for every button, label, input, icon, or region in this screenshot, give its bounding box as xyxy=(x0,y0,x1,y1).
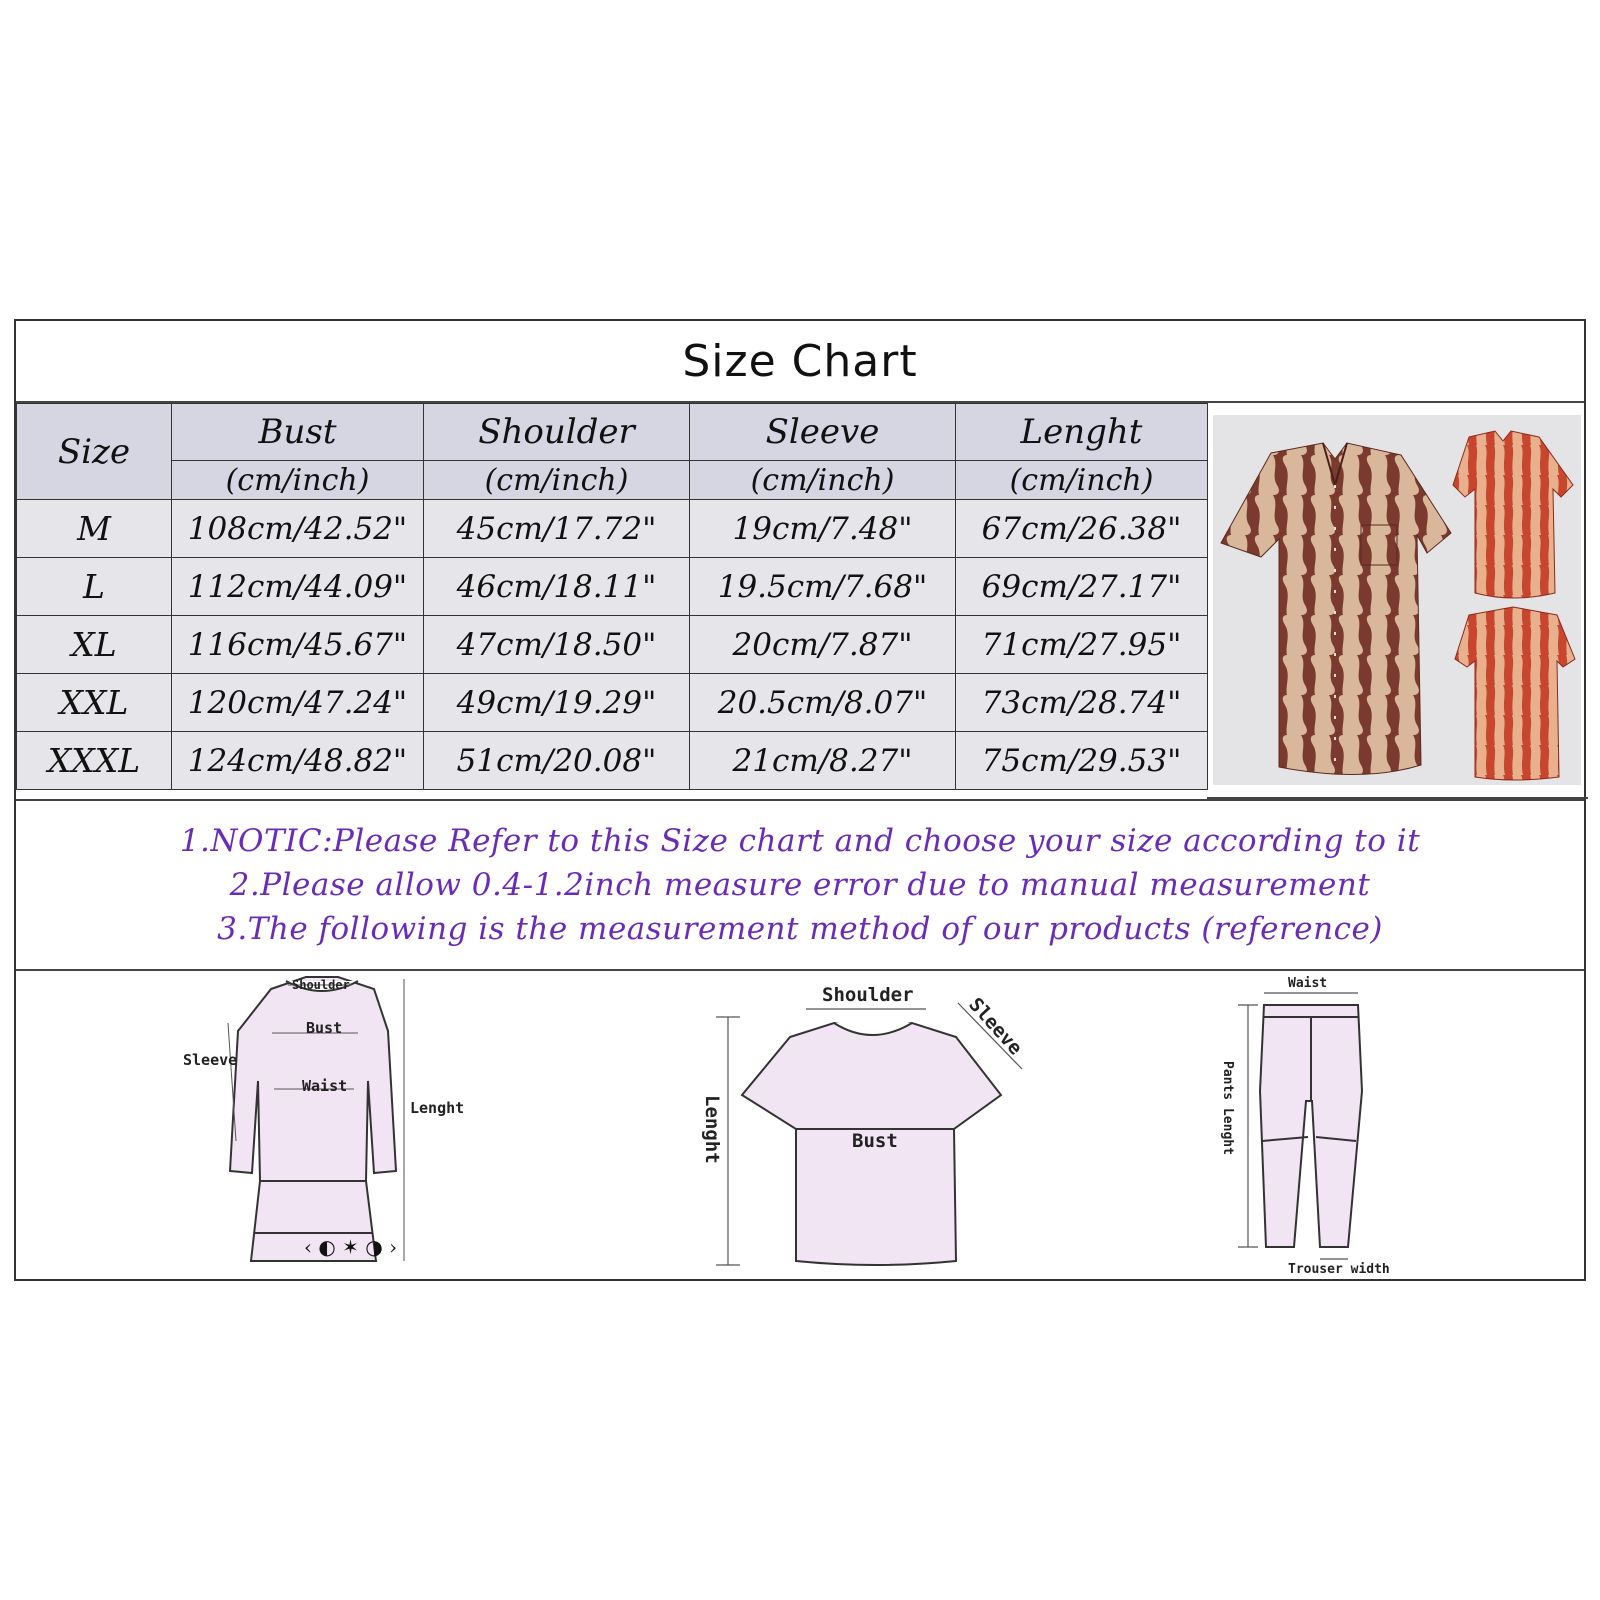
table-cell: 75cm/29.53" xyxy=(956,732,1208,790)
pants-length-label: Pants Lenght xyxy=(1220,1061,1235,1155)
measurement-diagrams xyxy=(16,971,1584,1279)
header-size: Size xyxy=(17,404,172,500)
table-cell: 21cm/8.27" xyxy=(690,732,956,790)
size-table xyxy=(16,403,1208,790)
dress-shoulder-label: Shoulder xyxy=(292,978,350,992)
pants-diagram xyxy=(1260,1005,1362,1247)
table-cell: 120cm/47.24" xyxy=(172,674,424,732)
header-unit: (cm/inch) xyxy=(172,461,424,500)
table-cell: 49cm/19.29" xyxy=(424,674,690,732)
table-cell: 67cm/26.38" xyxy=(956,500,1208,558)
size-chart xyxy=(14,319,1586,1281)
table-cell: 124cm/48.82" xyxy=(172,732,424,790)
tshirt-length-label: Lenght xyxy=(701,1095,723,1164)
table-cell: 108cm/42.52" xyxy=(172,500,424,558)
table-cell: 19cm/7.48" xyxy=(690,500,956,558)
pants-waist-label: Waist xyxy=(1288,976,1328,991)
size-cell: XL xyxy=(17,616,172,674)
diagram-canvas xyxy=(16,971,1584,1279)
note-line: 1.NOTIC:Please Refer to this Size chart and choose your size according to it xyxy=(179,823,1421,859)
table-row xyxy=(17,674,1208,732)
table-row xyxy=(17,558,1208,616)
notes-section xyxy=(16,799,1584,971)
note-line: 3.The following is the measurement method of our products (reference) xyxy=(217,911,1383,947)
header-unit: (cm/inch) xyxy=(690,461,956,500)
header-bust: Bust xyxy=(172,404,424,461)
size-cell: XXL xyxy=(17,674,172,732)
tshirt-shoulder-label: Shoulder xyxy=(822,984,914,1006)
table-cell: 47cm/18.50" xyxy=(424,616,690,674)
table-cell: 46cm/18.11" xyxy=(424,558,690,616)
size-cell: XXXL xyxy=(17,732,172,790)
header-length: Lenght xyxy=(956,404,1208,461)
table-cell: 51cm/20.08" xyxy=(424,732,690,790)
table-cell: 73cm/28.74" xyxy=(956,674,1208,732)
svg-text:‹ ◐ ✶ ◑ ›: ‹ ◐ ✶ ◑ › xyxy=(304,1235,398,1259)
title-row xyxy=(16,321,1584,403)
table-cell: 45cm/17.72" xyxy=(424,500,690,558)
table-cell: 20cm/7.87" xyxy=(690,616,956,674)
header-unit: (cm/inch) xyxy=(424,461,690,500)
dress-length-label: Lenght xyxy=(410,1099,465,1117)
table-row xyxy=(17,616,1208,674)
header-shoulder: Shoulder xyxy=(424,404,690,461)
dress-waist-label: Waist xyxy=(302,1077,348,1095)
table-row xyxy=(17,732,1208,790)
dress-sleeve-label: Sleeve xyxy=(183,1051,238,1069)
pants-width-label: Trouser width xyxy=(1288,1262,1390,1277)
header-unit: (cm/inch) xyxy=(956,461,1208,500)
header-sleeve: Sleeve xyxy=(690,404,956,461)
page-title: Size Chart xyxy=(682,335,918,387)
note-line: 2.Please allow 0.4-1.2inch measure error due to manual measurement xyxy=(229,867,1371,903)
table-cell: 116cm/45.67" xyxy=(172,616,424,674)
table-cell: 69cm/27.17" xyxy=(956,558,1208,616)
table-cell: 112cm/44.09" xyxy=(172,558,424,616)
size-cell: M xyxy=(17,500,172,558)
table-cell: 20.5cm/8.07" xyxy=(690,674,956,732)
table-cell: 71cm/27.95" xyxy=(956,616,1208,674)
table-cell: 19.5cm/7.68" xyxy=(690,558,956,616)
size-cell: L xyxy=(17,558,172,616)
photo-cell xyxy=(1207,403,1588,799)
tshirt-sleeve-label: Sleeve xyxy=(964,993,1027,1060)
dress-bust-label: Bust xyxy=(306,1019,343,1037)
tshirt-bust-label: Bust xyxy=(852,1130,898,1152)
table-row xyxy=(17,500,1208,558)
